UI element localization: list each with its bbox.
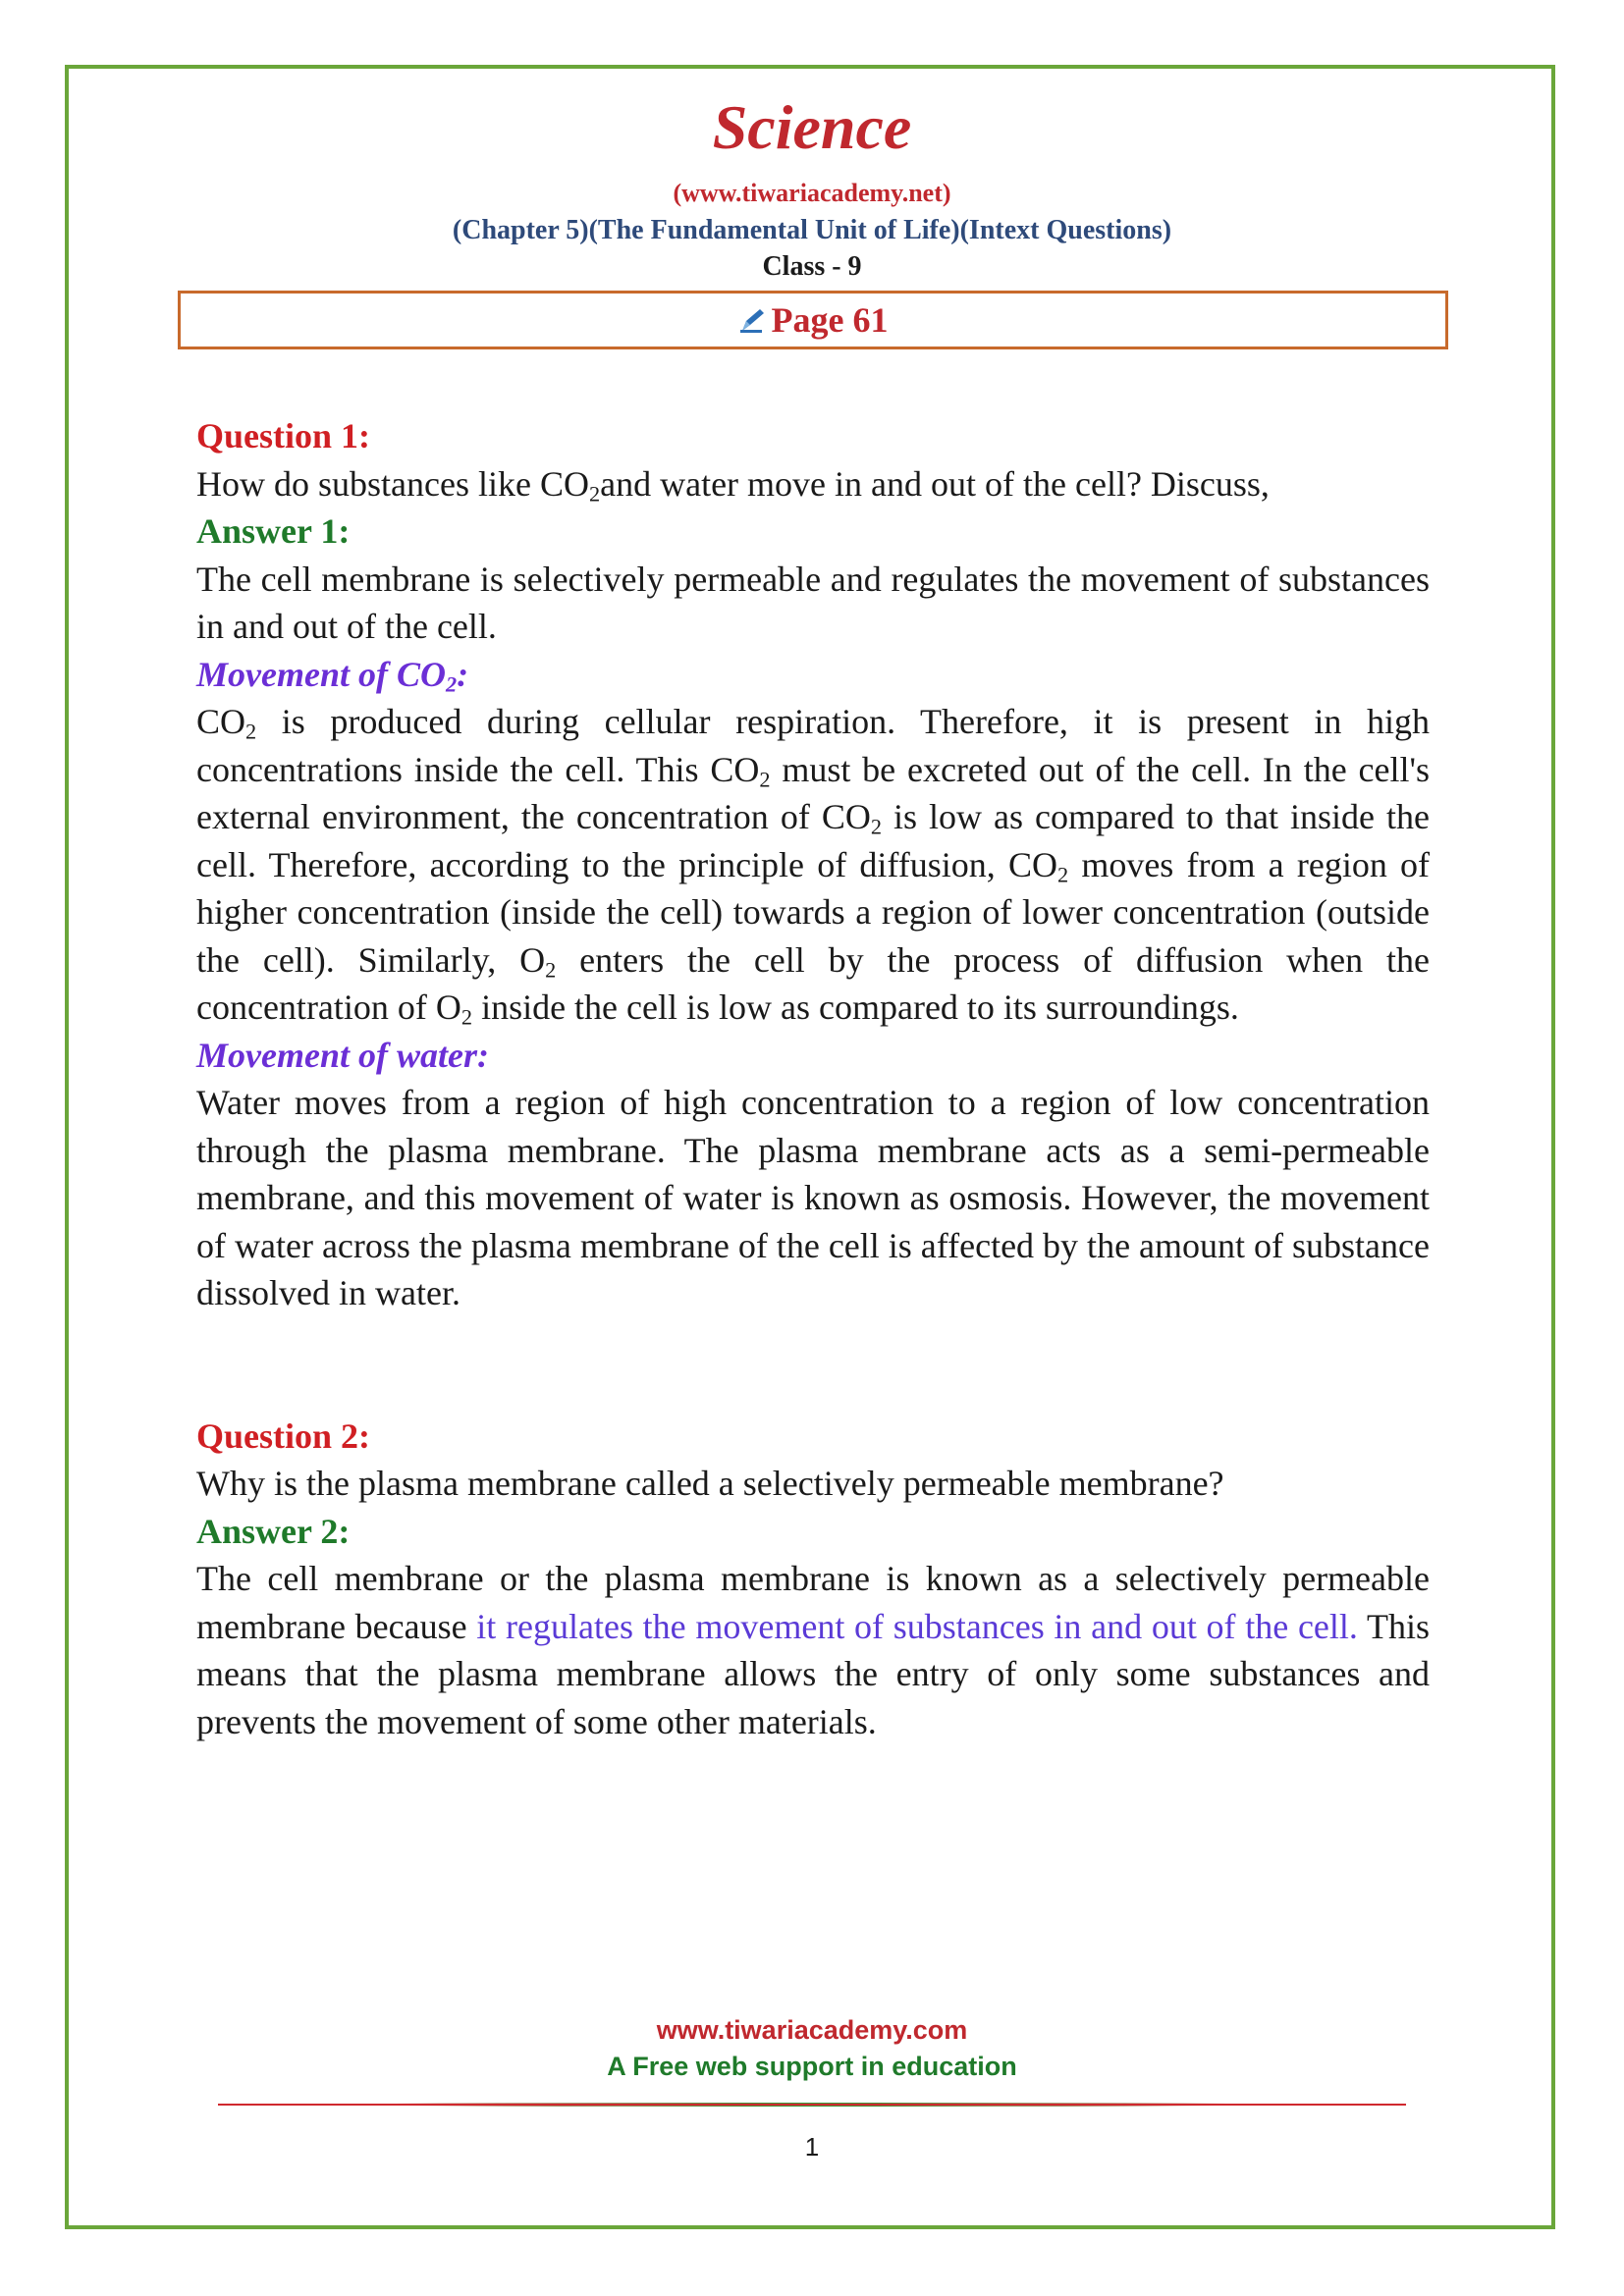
- answer-2-paragraph: The cell membrane or the plasma membrane is known as a selectively permeable membrane because it regulates the movement of substances in and out of the cell. This means that the plasma membrane allows the entry of only some substances and prevents the movement of some other materials.: [196, 1559, 1430, 1741]
- question-2-text: Why is the plasma membrane called a selectively permeable membrane?: [196, 1464, 1224, 1503]
- class-label: Class - 9: [762, 251, 862, 282]
- footer-tagline: A Free web support in education: [607, 2052, 1017, 2081]
- answer-2-label: Answer 2:: [196, 1511, 351, 1551]
- answer-1-intro: The cell membrane is selectively permeable and regulates the movement of substances in and out of the cell.: [196, 559, 1430, 646]
- chapter-heading: (Chapter 5)(The Fundamental Unit of Life)(Intext Questions): [452, 215, 1172, 245]
- co2-paragraph: $CO_2$ is produced during cellular respiration. Therefore, it is present in high concentrations inside the cell. This $CO_2$ must be excreted out of the cell. In the cell's external environment, the concentration of $CO_2$ is low as compared to that inside the cell. Therefore, according to the principle of diffusion, $CO_2$ moves from a region of higher concentration (inside the cell) towards a region of lower concentration (outside the cell). Similarly, $O_2$ enters the cell by the process of diffusion when the concentration of $O_2$ inside the cell is low as compared to its surroundings.: [196, 702, 1431, 1030]
- question-1-text: How do substances like $CO_2and$ water move in and out of the cell? Discuss,: [196, 463, 1270, 507]
- footer-url: www.tiwariacademy.com: [656, 2015, 968, 2045]
- page-number: 1: [804, 2132, 820, 2162]
- question-2-label: Question 2:: [196, 1415, 371, 1456]
- co2-heading: Movement of $CO_2$:: [196, 654, 469, 697]
- pencil-icon: [738, 305, 768, 335]
- water-paragraph: Water moves from a region of high concentration to a region of low concentration through the plasma membrane. The plasma membrane acts as a semi-permeable membrane, and this movement of water is known as osmosis. However, the movement of water across the plasma membrane of the cell is affected by the amount of substance dissolved in water.: [196, 1083, 1430, 1312]
- page-number-box: [178, 291, 1448, 349]
- footer-divider: [218, 2101, 1406, 2109]
- header-website: (www.tiwariacademy.net): [673, 179, 951, 207]
- answer-2-highlight: it regulates the movement of substances in and out of the cell.: [476, 1606, 1358, 1646]
- page-title: Science: [712, 92, 912, 162]
- answer-1-label: Answer 1:: [196, 511, 351, 551]
- page-label: Page 61: [771, 300, 889, 340]
- document-body: [196, 412, 1430, 1745]
- question-1-label: Question 1:: [196, 416, 371, 455]
- water-heading: Movement of water:: [196, 1035, 489, 1075]
